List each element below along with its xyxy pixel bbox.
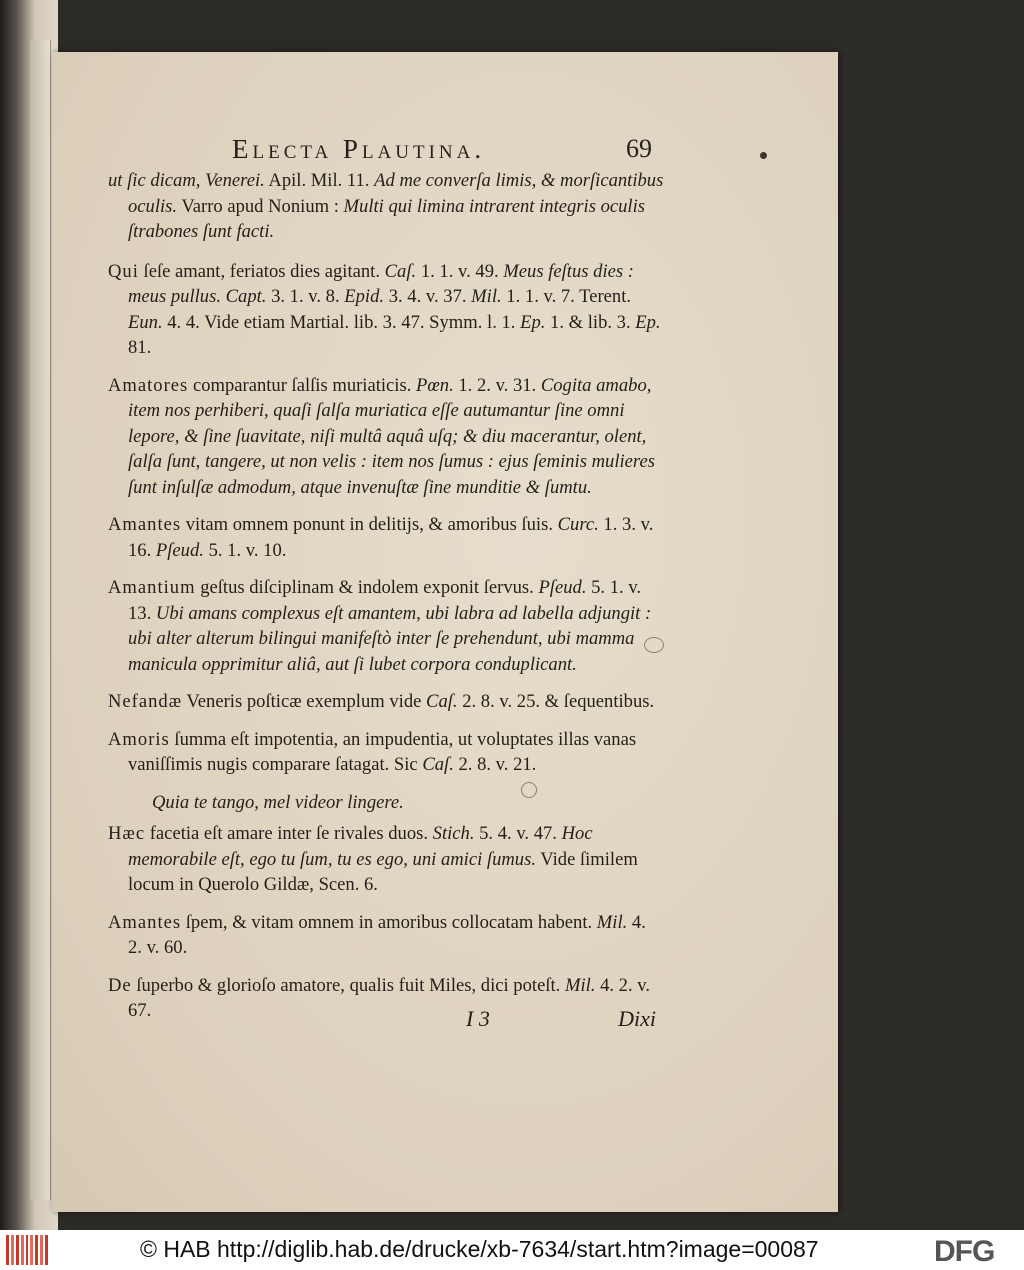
scan-background: [838, 0, 1024, 1230]
entry-headword: Amantes: [108, 911, 182, 933]
roman-text: 5. 1. v. 13.: [128, 577, 642, 624]
italic-citation-text: Ep.: [520, 311, 546, 333]
roman-text: 4. 2. v. 60.: [128, 911, 646, 958]
entry-headword: Amoris: [108, 728, 170, 750]
italic-citation-text: Ubi amans complexus eſt amantem, ubi labra ad labella adjungit : ubi alter alterum bilingui manifeſtò inter ſe prehendunt, ubi mamma manicula opprimitur aliâ, aut ſi lubet corpora conduplicant.: [128, 602, 652, 675]
italic-citation-text: Hoc memorabile eſt, ego tu ſum, tu es ego, uni amici ſumus.: [128, 823, 593, 870]
roman-text: 3. 4. v. 37.: [384, 286, 472, 307]
italic-citation-text: Mil.: [596, 911, 628, 933]
entry-headword: Amatores: [108, 374, 189, 396]
library-stamp-mark: [521, 782, 537, 798]
italic-citation-text: Mil.: [564, 974, 596, 996]
italic-citation-text: Caſ.: [426, 691, 458, 712]
roman-text: Vide ſimilem locum in Querolo Gildæ, Scen. 6.: [128, 848, 638, 895]
index-entry: [108, 727, 664, 778]
source-url-credit[interactable]: © HAB http://diglib.hab.de/drucke/xb-7634/start.htm?image=00087: [140, 1236, 819, 1262]
entry-headword: Hæc: [108, 823, 146, 844]
italic-citation-text: Eun.: [128, 311, 163, 333]
italic-citation-text: Capt.: [225, 286, 267, 307]
quotation-line: [108, 790, 664, 816]
roman-text: 5. 1. v. 10.: [203, 539, 287, 561]
index-entry: [108, 689, 664, 715]
italic-citation-text: Epid.: [344, 286, 385, 307]
roman-text: Apil. Mil. 11.: [264, 170, 375, 191]
italic-citation-text: Pſeud.: [538, 577, 587, 598]
italic-citation-text: Ad me converſa limis, & morſicantibus oculis.: [128, 170, 664, 217]
roman-text: geſtus diſciplinam & indolem exponit ſervus.: [195, 577, 539, 598]
roman-text: Varro apud Nonium :: [177, 195, 344, 217]
italic-citation-text: Pœn.: [416, 374, 454, 396]
entry-headword: De: [108, 974, 132, 996]
library-stamp-mark: [644, 637, 664, 653]
roman-text: 2. 8. v. 21.: [453, 754, 537, 775]
roman-text: 4. 2. v. 67.: [128, 974, 651, 1021]
roman-text: 4. 4. Vide etiam Martial. lib. 3. 47. Symm. l. 1.: [162, 311, 521, 333]
italic-citation-text: Cogita amabo, item nos perhiberi, quaſi ſalſa muriatica eſſe autumantur ſine omni lepore, & ſine ſuavitate, niſi multâ aquâ uſq; & diu macerantur, olent, ſalſa ſunt, tangere, ut non velis : item nos ſumus : ejus ſeminis mulieres ſunt inſulſæ admodum, atque invenuſtæ ſine munditie & ſumtu.: [128, 374, 655, 498]
italic-citation-text: ut ſic dicam, Venerei.: [108, 170, 265, 191]
running-title: Electa Plautina.: [232, 134, 486, 164]
catchword: Dixi: [618, 1006, 656, 1031]
signature-mark: I 3: [466, 1006, 490, 1031]
italic-citation-text: Mil.: [471, 286, 502, 307]
roman-text: 1. 1. v. 49.: [416, 260, 504, 282]
italic-citation-text: Multi qui limina intrarent integris oculis ſtrabones ſunt facti.: [128, 195, 646, 242]
body-text: [108, 168, 664, 1036]
adjacent-page-sliver: [30, 40, 51, 1200]
roman-text: 81.: [128, 337, 152, 358]
roman-text: comparantur ſalſis muriaticis.: [188, 374, 417, 396]
entry-headword: Amantes: [108, 514, 182, 535]
index-entry: [108, 910, 664, 961]
italic-citation-text: Caſ.: [422, 754, 454, 775]
roman-text: 1. 1. v. 7. Terent.: [501, 286, 632, 307]
left-page-edge: [0, 0, 58, 1230]
italic-citation-text: Pſeud.: [155, 539, 204, 561]
index-entry: [108, 821, 664, 898]
italic-citation-text: Meus feſtus dies : meus pullus.: [128, 260, 634, 307]
italic-citation-text: Caſ.: [384, 260, 417, 282]
roman-text: Veneris poſticæ exemplum vide: [182, 691, 427, 712]
index-entry: [108, 373, 664, 501]
page-number: 69: [626, 134, 652, 163]
italic-citation-text: Ep.: [635, 311, 661, 333]
roman-text: ſuperbo & glorioſo amatore, qualis fuit Miles, dici poteſt.: [131, 974, 565, 996]
index-entry: [108, 259, 664, 361]
roman-text: ſpem, & vitam omnem in amoribus collocatam habent.: [181, 911, 597, 933]
page-mark: [760, 152, 767, 159]
roman-text: ſeſe amant, feriatos dies agitant.: [138, 260, 385, 282]
page-footer: [466, 1006, 656, 1036]
index-entry: [108, 168, 664, 245]
dfg-logo[interactable]: DFG: [934, 1235, 995, 1268]
roman-text: 1. 2. v. 31.: [453, 374, 541, 396]
entry-headword: Amantium: [108, 577, 196, 598]
entry-headword: Nefandæ: [108, 691, 183, 712]
roman-text: 1. & lib. 3.: [545, 311, 636, 333]
roman-text: ſumma eſt impotentia, an impudentia, ut voluptates illas vanas vaniſſimis nugis comparare ſatagat. Sic: [128, 728, 637, 775]
italic-citation-text: Curc.: [557, 514, 599, 535]
roman-text: facetia eſt amare inter ſe rivales duos.: [145, 823, 433, 844]
page-header: [232, 134, 662, 166]
hab-logo-icon[interactable]: [6, 1235, 48, 1265]
roman-text: 2. 8. v. 25. & ſequentibus.: [457, 691, 655, 712]
index-entry: [108, 512, 664, 563]
entry-headword: Qui: [108, 260, 139, 282]
roman-text: vitam omnem ponunt in delitijs, & amoribus ſuis.: [181, 514, 558, 535]
roman-text: 3. 1. v. 8.: [266, 286, 345, 307]
italic-citation-text: Stich.: [432, 823, 475, 844]
index-entry: [108, 575, 664, 677]
viewer-footer-bar: [0, 1230, 1024, 1270]
roman-text: 1. 3. v. 16.: [128, 514, 654, 561]
roman-text: 5. 4. v. 47.: [474, 823, 562, 844]
italic-citation-text: Quia te tango, mel videor lingere.: [152, 791, 404, 813]
